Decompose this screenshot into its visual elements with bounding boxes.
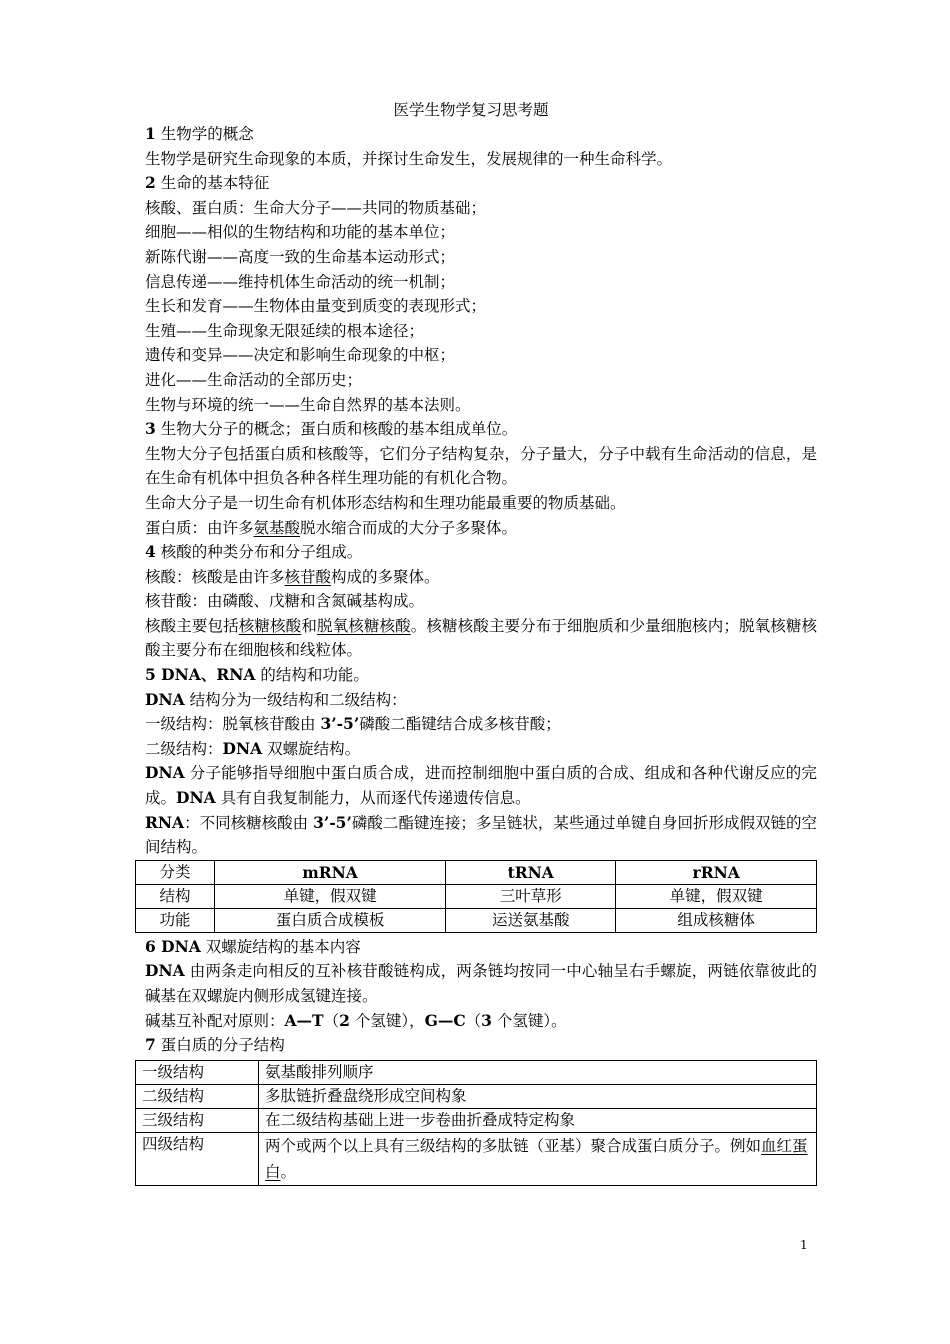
section-2-heading: 2 生命的基本特征 — [145, 173, 270, 193]
section-3-heading: 3 生物大分子的概念；蛋白质和核酸的基本组成单位。 — [145, 419, 518, 439]
table-cell: 结构 — [136, 884, 215, 908]
table-row — [136, 908, 817, 932]
section-7-heading: 7 蛋白质的分子结构 — [145, 1035, 285, 1055]
section-3-paragraph: 生物大分子包括蛋白质和核酸等，它们分子结构复杂，分子量大，分子中载有生命活动的信息，是在生命有机体中担负各种各样生理功能的有机化合物。 — [145, 444, 817, 488]
section-1-heading: 1 生物学的概念 — [145, 124, 254, 143]
table-header-cell: tRNA — [446, 860, 616, 884]
section-5-paragraph: DNA 分子能够指导细胞中蛋白质合成，进而控制细胞中蛋白质的合成、组成和各种代谢反应的完成。DNA 具有自我复制能力，从而逐代传递遗传信息。 — [145, 763, 817, 808]
section-3-paragraph: 生命大分子是一切生命有机体形态结构和生理功能最重要的物质基础。 — [145, 493, 626, 512]
table-cell: 运送氨基酸 — [446, 908, 616, 932]
section-2-item: 遗传和变异——决定和影响生命现象的中枢； — [145, 346, 456, 365]
table-cell: 两个或两个以上具有三级结构的多肽链（亚基）聚合成蛋白质分子。例如血红蛋白。 — [259, 1132, 817, 1185]
section-5-paragraph: RNA：不同核糖核酸由 3’-5’磷酸二酯键连接；多呈链状，某些通过单键自身回折形成假双链的空间结构。 — [145, 812, 817, 857]
table-cell: 蛋白质合成模板 — [215, 908, 446, 932]
section-2-item: 生殖——生命现象无限延续的根本途径； — [145, 321, 425, 340]
underlined-term: 核苷酸 — [284, 567, 332, 586]
underlined-term: 脱氧核糖核酸 — [316, 616, 411, 635]
section-5-paragraph: 一级结构：脱氧核苷酸由 3’-5’磷酸二酯键结合成多核苷酸； — [145, 714, 561, 734]
protein-structure-table — [135, 1060, 817, 1186]
section-5-heading: 5 DNA、RNA 的结构和功能。 — [145, 665, 369, 685]
section-6-heading: 6 DNA 双螺旋结构的基本内容 — [145, 936, 361, 956]
section-6-paragraph: DNA 由两条走向相反的互补核苷酸链构成，两条链均按同一中心轴呈右手螺旋，两链依靠彼此的碱基在双螺旋内侧形成氢键连接。 — [145, 961, 817, 1005]
table-cell: 二级结构 — [136, 1084, 259, 1108]
page-title: 医学生物学复习思考题 — [393, 101, 549, 119]
document-content — [142, 98, 817, 1186]
underlined-term: 氨基酸 — [253, 518, 301, 537]
rna-table — [135, 860, 817, 933]
table-cell: 单键，假双键 — [616, 884, 817, 908]
section-2-item: 生长和发育——生物体由量变到质变的表现形式； — [145, 297, 487, 316]
underlined-term: 核糖核酸 — [238, 616, 302, 635]
table-row — [136, 1084, 817, 1108]
table-cell: 在二级结构基础上进一步卷曲折叠成特定构象 — [259, 1108, 817, 1132]
table-cell: 单键，假双键 — [215, 884, 446, 908]
underlined-term: 血红蛋白 — [265, 1136, 808, 1181]
section-4-heading: 4 核酸的种类分布和分子组成。 — [145, 542, 363, 562]
section-2-item: 进化——生命活动的全部历史； — [145, 370, 363, 389]
table-cell: 多肽链折叠盘绕形成空间构象 — [259, 1084, 817, 1108]
table-row — [136, 1132, 817, 1185]
table-cell — [259, 1060, 817, 1084]
section-2-item: 核酸、蛋白质：生命大分子——共同的物质基础； — [145, 198, 487, 217]
section-2-item: 生物与环境的统一——生命自然界的基本法则。 — [145, 395, 471, 414]
table-cell: 组成核糖体 — [616, 908, 817, 932]
table-cell: 四级结构 — [136, 1132, 259, 1185]
table-row — [136, 1108, 817, 1132]
section-4-paragraph: 核酸主要包括核糖核酸和脱氧核糖核酸。核糖核酸主要分布于细胞质和少量细胞核内；脱氧核糖核酸主要分布在细胞核和线粒体。 — [145, 616, 817, 660]
section-2-item: 信息传递——维持机体生命活动的统一机制； — [145, 272, 456, 291]
section-3-paragraph: 蛋白质：由许多氨基酸脱水缩合而成的大分子多聚体。 — [145, 518, 518, 537]
section-6-paragraph: 碱基互补配对原则：A—T（2 个氢键），G—C（3 个氢键）。 — [145, 1010, 567, 1030]
section-1-text: 生物学是研究生命现象的本质，并探讨生命发生，发展规律的一种生命科学。 — [145, 149, 673, 168]
underlined-term: 氨基酸排列顺序 — [265, 1062, 374, 1081]
table-header-cell: mRNA — [215, 860, 446, 884]
section-5-paragraph: 二级结构：DNA 双螺旋结构。 — [145, 738, 361, 758]
table-header-cell: rRNA — [616, 860, 817, 884]
section-4-paragraph: 核苷酸：由磷酸、戊糖和含氮碱基构成。 — [145, 592, 425, 611]
table-cell: 功能 — [136, 908, 215, 932]
page-number: 1 — [800, 1238, 808, 1252]
table-cell: 三叶草形 — [446, 884, 616, 908]
section-2-item: 细胞——相似的生物结构和功能的基本单位； — [145, 223, 456, 242]
table-row — [136, 1060, 817, 1084]
table-header-row — [136, 860, 817, 884]
section-2-item: 新陈代谢——高度一致的生命基本运动形式； — [145, 247, 456, 266]
section-5-paragraph: DNA 结构分为一级结构和二级结构： — [145, 689, 407, 709]
section-4-paragraph: 核酸：核酸是由许多核苷酸构成的多聚体。 — [145, 567, 440, 586]
table-header-cell: 分类 — [136, 860, 215, 884]
table-cell: 一级结构 — [136, 1060, 259, 1084]
table-row — [136, 884, 817, 908]
table-cell: 三级结构 — [136, 1108, 259, 1132]
